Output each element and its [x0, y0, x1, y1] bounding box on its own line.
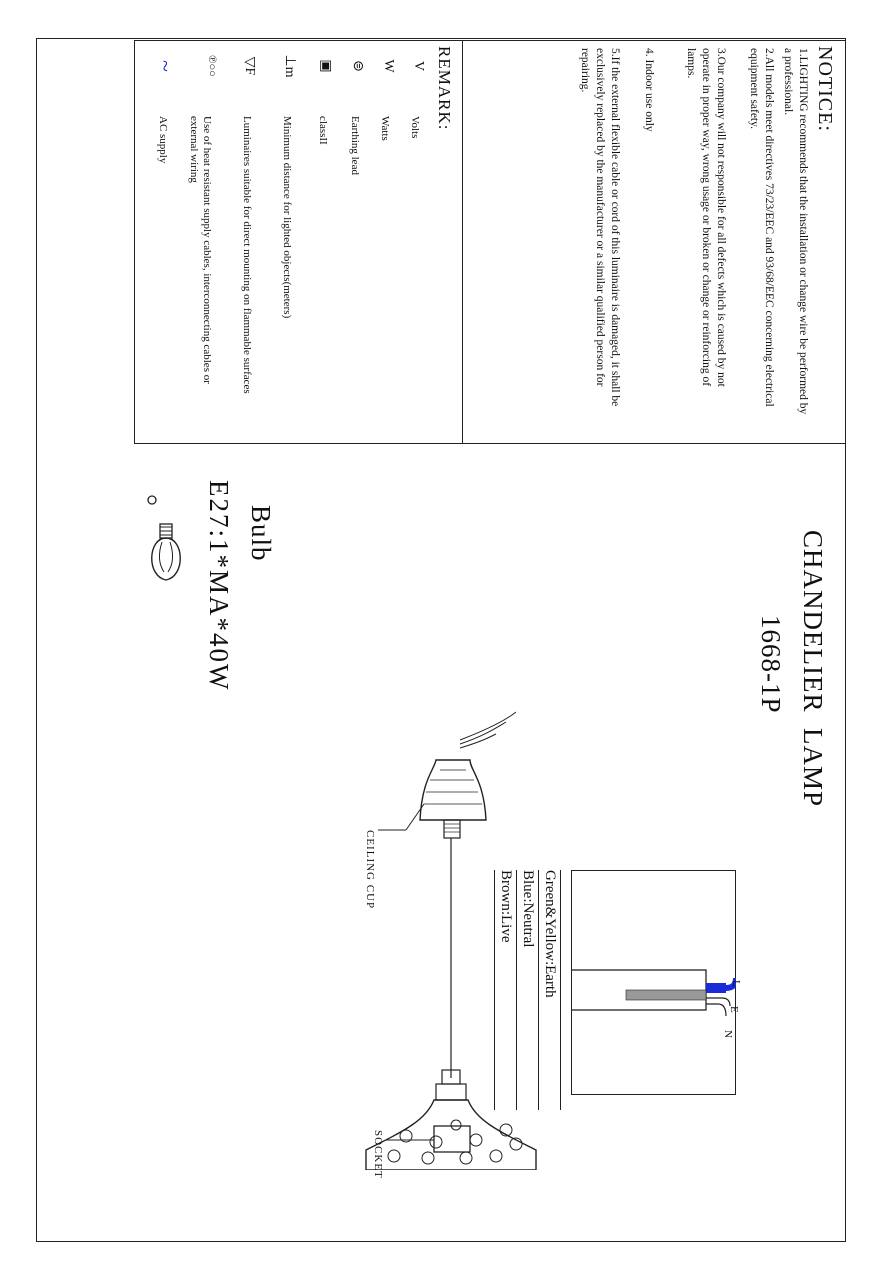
notice-item-5: 5.If the external flexible cable or cord of this luminaire is damaged, it shall be exclusively replaced by the manufacturer or a similar qualified person for repairing. [579, 48, 621, 407]
remark-row-volts [398, 46, 426, 406]
notice-divider [462, 40, 463, 444]
earthing-icon: ⊜ [350, 60, 365, 72]
notice-item-4: 4. Indoor use only [643, 48, 655, 132]
ceiling-cup-shape [420, 760, 486, 820]
volts-symbol: V [411, 60, 426, 72]
bulb-spec: E27:1*MA*40W [204, 480, 234, 692]
class-two-label: classII [317, 116, 329, 145]
wire-legend-neutral: Blue:Neutral [516, 870, 538, 1110]
flammable-surface-icon: ▽F [242, 56, 257, 76]
class-two-icon: ▣ [318, 59, 333, 73]
remark-row-heat-cable [182, 46, 218, 406]
watts-symbol: W [381, 59, 396, 73]
page-title: CHANDELIER LAMP [798, 530, 828, 807]
ac-supply-label: AC supply [157, 116, 169, 164]
socket-shape [434, 1126, 470, 1152]
wire-legend-earth: Green&Yellow:Earth [538, 870, 560, 1110]
bulb-label: Bulb [246, 505, 276, 562]
rotated-sheet [30, 40, 846, 1240]
wire-legend-live: Brown:Live [494, 870, 516, 1110]
remark-heading: REMARK: [435, 46, 454, 131]
remark-row-distance [264, 46, 298, 406]
socket-callout: SOCKET [372, 1130, 384, 1179]
notice-item-1: 1.LIGHTING recommends that the installation or change wire be performed by a professional. [782, 48, 809, 415]
earthing-label: Earthing lead [349, 116, 361, 175]
model-number: 1668-1P [756, 615, 786, 714]
min-distance-icon: ⊥m [282, 54, 297, 78]
notice-item-3: 3.Our company will not responsible for all defects which is caused by not operate in proper way, wrong usage or broken or change or reinforcing of lamps. [685, 48, 727, 387]
terminal-n: N [722, 1030, 734, 1038]
ceiling-cup-callout: CEILING CUP [364, 830, 376, 910]
notice-item-2: 2.All models meet directives 73/23/EEC and 93/68/EEC concerning electrical equipment safety. [748, 48, 775, 407]
terminal-e: E [728, 1006, 740, 1013]
terminal-l: L [730, 980, 742, 987]
remark-row-flammable [224, 46, 258, 406]
ac-supply-icon: ~ [153, 60, 178, 72]
wiring-diagram [571, 870, 736, 1095]
heat-cable-label: Use of heat resistant supply cables, interconnecting cables or external wiring [188, 116, 213, 384]
heat-cable-icon: ℗○○ [206, 55, 218, 77]
wire-legend [494, 870, 561, 1110]
volts-label: Volts [409, 116, 421, 139]
min-distance-label: Minimum distance for lighted objects(meters) [281, 116, 293, 319]
remark-row-ac [146, 46, 178, 406]
watts-label: Watts [379, 116, 391, 141]
remark-row-class2 [306, 46, 334, 406]
remark-row-watts [368, 46, 396, 406]
remark-row-earthing [338, 46, 366, 406]
lamp-shade-shape [366, 1100, 536, 1170]
flammable-surface-label: Luminaires suitable for direct mounting on flammable surfaces [241, 116, 253, 394]
notice-heading: NOTICE: [814, 46, 836, 132]
bulb-icon [136, 480, 196, 600]
